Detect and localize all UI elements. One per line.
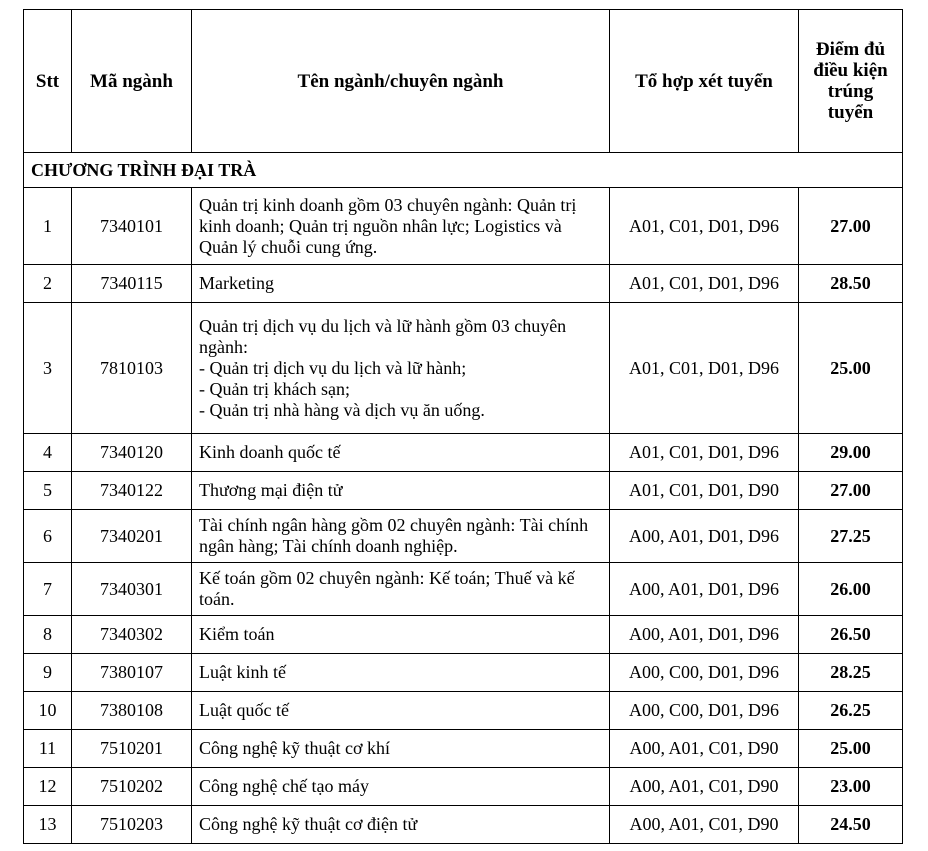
row-major-code: 7340115 [72,265,192,303]
header-row [24,10,903,153]
major-name-line: Tài chính ngân hàng gồm 02 chuyên ngành: Tài chính ngân hàng; Tài chính doanh nghiệp. [199,515,589,556]
table-row [24,265,903,303]
row-admission-score: 25.00 [799,730,903,768]
row-major-code: 7510202 [72,768,192,806]
row-major-name [192,434,610,472]
row-stt: 4 [24,434,72,472]
row-stt: 3 [24,303,72,434]
row-subject-combination: A00, C00, D01, D96 [610,692,799,730]
row-admission-score: 28.50 [799,265,903,303]
major-name-line: - Quản trị khách sạn; [199,378,350,399]
major-name-line: Công nghệ kỹ thuật cơ điện tử [199,814,418,834]
row-stt: 9 [24,654,72,692]
table-row [24,654,903,692]
row-major-code: 7340301 [72,563,192,616]
section-row [24,153,903,188]
row-major-name [192,472,610,510]
table-row [24,692,903,730]
major-name-line: Kinh doanh quốc tế [199,442,341,462]
header-admission-score: Điểm đủ điều kiện trúng tuyển [799,10,903,153]
row-stt: 6 [24,510,72,563]
row-major-code: 7810103 [72,303,192,434]
row-major-name [192,730,610,768]
major-name-line: - Quản trị nhà hàng và dịch vụ ăn uống. [199,399,485,420]
header-major-code: Mã ngành [72,10,192,153]
row-stt: 11 [24,730,72,768]
row-admission-score: 26.25 [799,692,903,730]
row-admission-score: 26.00 [799,563,903,616]
row-admission-score: 23.00 [799,768,903,806]
table-row [24,472,903,510]
major-name-line: Luật quốc tế [199,700,289,720]
row-admission-score: 27.25 [799,510,903,563]
major-name-line: Công nghệ chế tạo máy [199,776,369,796]
row-subject-combination: A00, A01, C01, D90 [610,806,799,844]
row-admission-score: 27.00 [799,472,903,510]
row-stt: 7 [24,563,72,616]
row-stt: 5 [24,472,72,510]
row-major-name [192,654,610,692]
major-name-line: Luật kinh tế [199,662,286,682]
table-row [24,434,903,472]
table-row [24,563,903,616]
row-stt: 13 [24,806,72,844]
header-stt: Stt [24,10,72,153]
major-name-line: Kế toán gồm 02 chuyên ngành: Kế toán; Thuế và kế toán. [199,568,575,609]
row-major-name [192,806,610,844]
row-subject-combination: A01, C01, D01, D90 [610,472,799,510]
row-subject-combination: A00, C00, D01, D96 [610,654,799,692]
row-admission-score: 25.00 [799,303,903,434]
header-subject-combination: Tổ hợp xét tuyển [610,10,799,153]
major-name-line: Thương mại điện tử [199,480,343,500]
row-admission-score: 27.00 [799,188,903,265]
row-major-code: 7340120 [72,434,192,472]
row-major-code: 7340302 [72,616,192,654]
row-subject-combination: A01, C01, D01, D96 [610,434,799,472]
table-row [24,768,903,806]
row-subject-combination: A00, A01, D01, D96 [610,510,799,563]
table-row [24,616,903,654]
row-major-name [192,510,610,563]
row-major-code: 7380107 [72,654,192,692]
major-name-line: Marketing [199,273,274,293]
row-subject-combination: A01, C01, D01, D96 [610,188,799,265]
major-name-line: Quản trị kinh doanh gồm 03 chuyên ngành: Quản trị kinh doanh; Quản trị nguồn nhân lực; Logistics và Quản lý chuỗi cung ứng. [199,194,577,257]
table-row [24,730,903,768]
row-major-name [192,563,610,616]
row-stt: 12 [24,768,72,806]
row-major-code: 7510203 [72,806,192,844]
row-subject-combination: A01, C01, D01, D96 [610,265,799,303]
row-stt: 2 [24,265,72,303]
row-subject-combination: A00, A01, C01, D90 [610,768,799,806]
table-row [24,188,903,265]
row-subject-combination: A00, A01, D01, D96 [610,563,799,616]
major-name-line: - Quản trị dịch vụ du lịch và lữ hành; [199,357,467,378]
row-major-code: 7340201 [72,510,192,563]
admission-score-table [23,9,903,844]
row-major-code: 7510201 [72,730,192,768]
header-major-name: Tên ngành/chuyên ngành [192,10,610,153]
row-major-name [192,265,610,303]
row-major-name [192,303,610,434]
table-row [24,303,903,434]
row-stt: 10 [24,692,72,730]
row-admission-score: 28.25 [799,654,903,692]
row-admission-score: 29.00 [799,434,903,472]
row-major-name [192,616,610,654]
row-stt: 1 [24,188,72,265]
row-major-code: 7380108 [72,692,192,730]
row-admission-score: 26.50 [799,616,903,654]
row-major-name [192,768,610,806]
major-name-line: Quản trị dịch vụ du lịch và lữ hành gồm 03 chuyên ngành: [199,315,567,357]
row-subject-combination: A00, A01, C01, D90 [610,730,799,768]
table-row [24,510,903,563]
major-name-line: Kiểm toán [199,624,275,644]
section-title: CHƯƠNG TRÌNH ĐẠI TRÀ [24,153,903,188]
row-subject-combination: A00, A01, D01, D96 [610,616,799,654]
row-major-name [192,188,610,265]
row-major-name [192,692,610,730]
row-subject-combination: A01, C01, D01, D96 [610,303,799,434]
row-major-code: 7340122 [72,472,192,510]
row-admission-score: 24.50 [799,806,903,844]
row-stt: 8 [24,616,72,654]
table-row [24,806,903,844]
row-major-code: 7340101 [72,188,192,265]
major-name-line: Công nghệ kỹ thuật cơ khí [199,738,390,758]
